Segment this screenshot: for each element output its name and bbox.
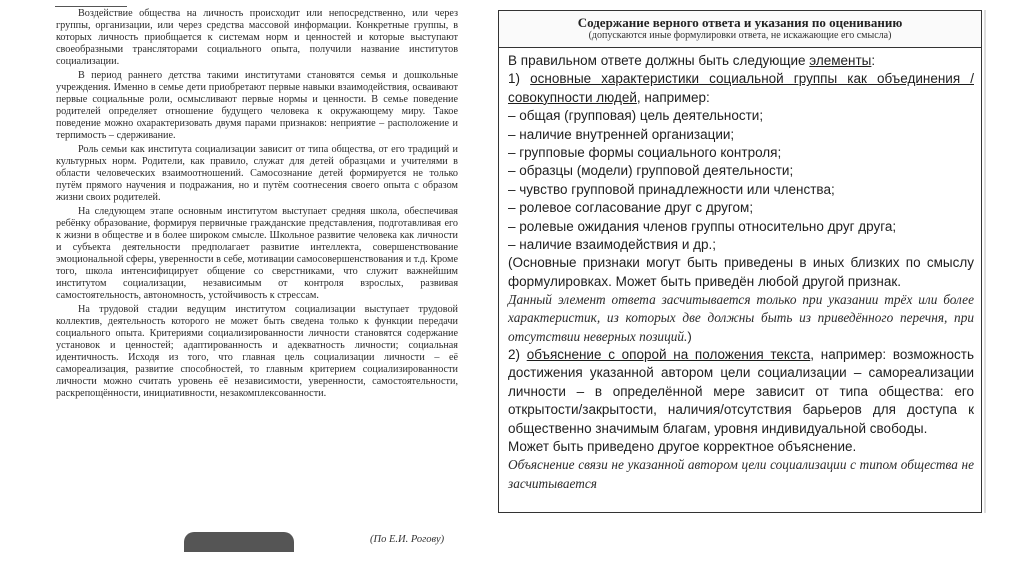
- list-item: – наличие внутренней организации;: [508, 126, 735, 142]
- answer-key-body: [499, 48, 981, 493]
- note-1-italic: Данный элемент ответа засчитывается только при указании трёх или более характеристик, из которых две должны быть из приведённого перечня, при отсутствии неверных позиций.): [508, 292, 974, 344]
- list-item: – ролевое согласование друг с другом;: [508, 200, 754, 216]
- answer-key-box: [498, 10, 982, 513]
- list-item: – общая (групповая) цель деятельности;: [508, 108, 764, 124]
- answer-key-title: Содержание верного ответа и указания по оцениванию: [577, 15, 903, 30]
- paragraph-3: Роль семьи как института социализации зависит от типа общества, от его традиций и культурных норм. Родители, как правило, служат для детей образцами и учителями в области человеческих взаимоотношений. Самосознание детей формируется не только путём прямого научения и подражания, но и путём соотнесения своего опыта с образом жизни своих родителей.: [56, 144, 458, 203]
- source-attribution: (По Е.И. Рогову): [370, 534, 445, 545]
- answer-key-subtitle: (допускаются иные формулировки ответа, не искажающие его смысла): [588, 30, 892, 41]
- note-2: Может быть приведено другое корректное объяснение.: [508, 438, 857, 454]
- source-text: [56, 8, 458, 402]
- paragraph-1: Воздействие общества на личность происходит или непосредственно, или через группы, организации, или через средства массовой информации. Конкретные группы, в которых личность приобщается к системам норм и ценностей и которые выступают своеобразными трансляторами социального опыта, получили название институтов социализации.: [56, 8, 458, 67]
- list-item: – ролевые ожидания членов группы относительно друг друга;: [508, 218, 897, 234]
- element-1: 1) основные характеристики социальной группы как объединения / совокупности людей, например:: [508, 71, 974, 105]
- list-item: – наличие взаимодействия и др.;: [508, 237, 717, 253]
- intro-line: В правильном ответе должны быть следующие элементы:: [508, 53, 876, 68]
- paragraph-2: В период раннего детства такими институтами становятся семья и дошкольные учреждения. Именно в семье дети приобретают первые навыки взаимодействия, осваивают первые социальные роли, осмысливают первые нормы и ценности. В семье поведение родителей определяет отношение будущего человека к окружающему миру. Такое поведение можно охарактеризовать двумя парами признаков: неприятие – расположение и терпимость – сдерживание.: [56, 70, 458, 141]
- paragraph-5: На трудовой стадии ведущим институтом социализации выступает трудовой коллектив, деятельность которого не может быть сведена только к функции передачи социального опыта. Критериями социализированности личности становятся содержание установок и ценностей; адаптированность и адекватность личности; социальная идентичность. Исходя из того, что главная цель социализации личности – её самореализация, развитие способностей, то главным критерием социализированности личности можно считать уровень её независимости, уверенности, самостоятельности, раскрепощённости, инициативности, незакомплексованности.: [56, 304, 458, 399]
- answer-key-header: [499, 11, 981, 48]
- final-note: Объяснение связи не указанной автором цели социализации с типом общества не засчитывается: [508, 457, 974, 491]
- top-rule: [55, 6, 127, 7]
- note-1: (Основные признаки могут быть приведены в иных близких по смыслу формулировках. Может быть приведён любой другой признак.: [508, 255, 974, 289]
- box-shadow: [984, 10, 986, 513]
- list-item: – чувство групповой принадлежности или членства;: [508, 181, 835, 197]
- list-item: – групповые формы социального контроля;: [508, 145, 782, 161]
- paragraph-4: На следующем этапе основным институтом выступает средняя школа, обеспечивая ребёнку образование, формируя первичные гражданские представления, подготавливая его к жизни в обществе и в более широком смысле. Школьное развитие человека как личности и субъекта деятельности предполагает развитие интеллекта, совершенствование эмоциональной сферы, уверенности в себе, мотивации самосовершенствования и т.д. Кроме того, школа интенсифицирует общение со сверстниками, что служит важнейшим институтом социализации, независимым от контроля взрослых, развивая самостоятельность, автономность, устойчивость к стрессам.: [56, 206, 458, 301]
- page-tab: [184, 532, 294, 552]
- list-item: – образцы (модели) групповой деятельности;: [508, 163, 794, 179]
- element-2: 2) объяснение с опорой на положения текста, например: возможность достижения указанной автором цели социализации – самореализации личности – в определённой мере зависит от типа общества: его открытости/закрытости, наличия/отсутствия барьеров для доступа к общественно значимым благам, уровня индивидуальной свободы.: [508, 346, 974, 436]
